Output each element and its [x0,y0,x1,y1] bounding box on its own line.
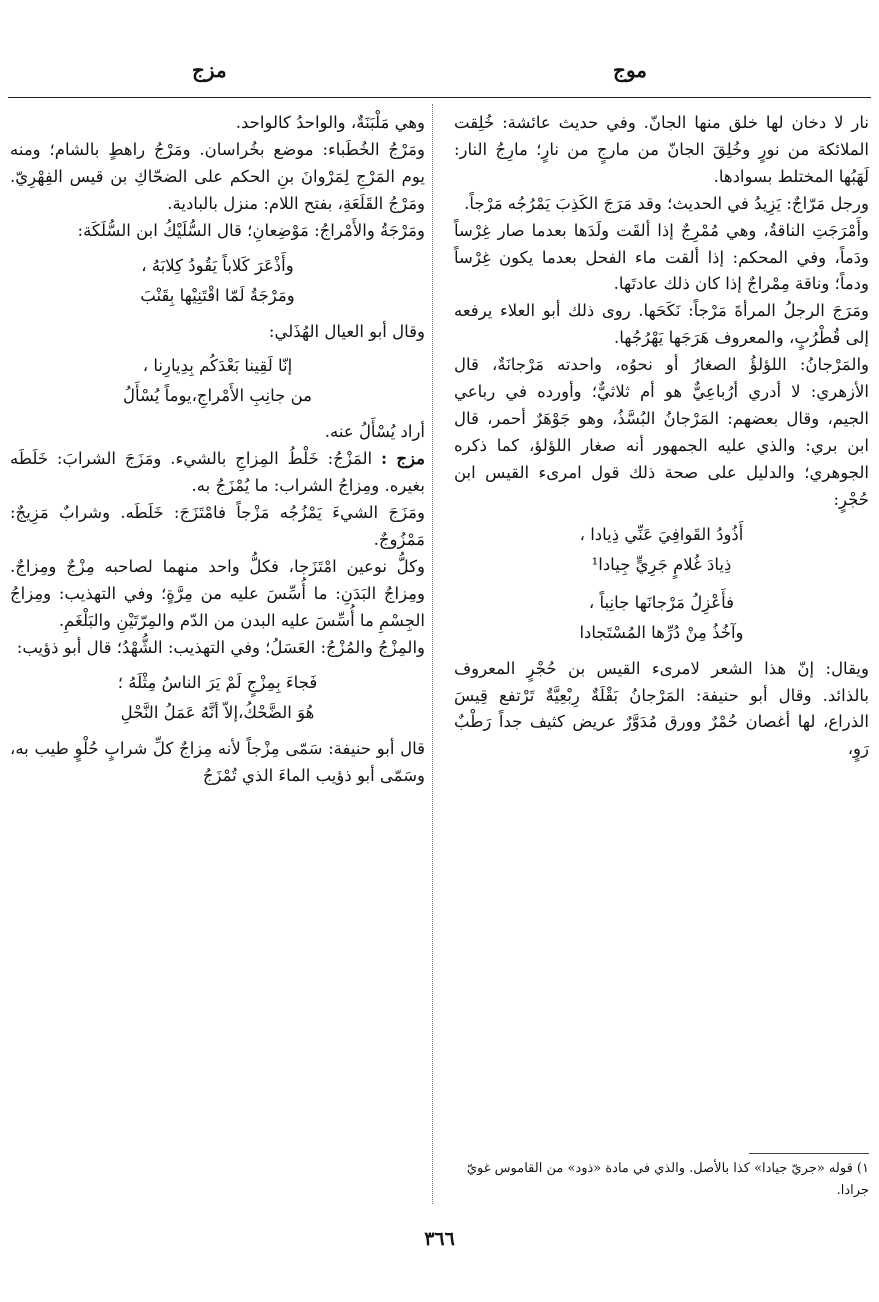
entry-text: المَزْجُ: خَلْطُ المِزاجِ بالشيء. ومَزَجَ الشرابَ: خَلَطَه بغيره. ومِزاجُ الشراب: ما يُمْزَجُ به. [10,449,425,496]
verse-block [10,668,425,728]
right-column [454,110,869,763]
verse-line: إنّا لَقِينا بَعْدَكُم بِدِيارِنا ، [142,356,293,376]
paragraph: ومَزَجَ الشيءَ يَمْزُجُه مَزْجاً فامْتَزَجَ: خَلَطَه. وشرابٌ مَزِيجٌ: مَمْزُوجٌ. [10,503,425,550]
running-head-right: موج [613,58,647,82]
verse-line: ذِيادَ غُلامٍ جَرِيٍّ جِيادا¹ [591,554,732,574]
paragraph: وأَمْرَجَتِ الناقةُ، وهي مُمْرِجٌ إذا ألقَت ولَدَها بعدما صار غِرْساً ودَماً، وفي المحكم: إذا ألقت ماء الفحل بعدما يكون غِرْساً ودماً؛ وناقة مِمْراجٌ إذا كان ذلك عادتَها. [454,220,869,294]
verse-block [10,251,425,311]
footnote-rule [749,1153,869,1154]
paragraph: نار لا دخان لها خلق منها الجانّ. وفي حديث عائشة: خُلِقت الملائكة من نورٍ وخُلِقَ الجانّ من مارجٍ من نارٍ؛ مارِجُ النار: لَهَبُها المختلط بسوادها. [454,113,869,186]
verse-line: وأَذْعَرَ كَلاباً يَقُودُ كِلابَهُ ، [141,255,294,275]
verse-line: من جانِبِ الأَمْراجِ،يوماً يُسْأَلُ [123,386,312,406]
entry-headword: مزج : [380,449,426,469]
footnote: ١) قوله «جريّ جيادا» كذا بالأصل. والذي في مادة «ذود» من القاموس غويّ جرادا. [466,1161,869,1198]
verse-block [10,351,425,411]
paragraph: وهي مَلْبَنَةٌ، والواحدُ كالواحد. [235,113,425,132]
column-separator [432,104,433,1204]
paragraph: أراد يُسْأَلُ عنه. [324,422,425,442]
paragraph: والمِزْجُ والمُزْجُ: العَسَلُ؛ وفي التهذيب: الشُّهْدُ؛ قال أبو ذؤيب: [16,637,425,657]
header-rule [8,97,871,98]
verse-line: وآخُذُ مِنْ دُرِّها المُسْتَجادا [579,622,744,642]
paragraph: ومَرْجُ الخُطَباء: موضع بخُراسان. ومَرْجُ راهطٍ بالشام؛ ومنه يوم المَرْجِ لِمَرْوانَ بنِ الحكم على الضحّاكِ بن قيس الفِهْرِيّ. ومَرْجُ القَلَعَةِ، بفتح اللام: منزل بالبادية. [10,139,425,213]
paragraph: ومَرَجَ الرجلُ المرأةَ مَرْجاً: نَكَحَها. روى ذلك أبو العلاء يرفعه إلى قُطْرُبٍ، والمعروف هَرَجَها يَهْرُجُها. [454,301,869,348]
verse-line: فَجاءَ بِمِزْجٍ لَمْ يَرَ الناسُ مِثْلَهُ ؛ [117,672,318,692]
verse-line: ومَرْجَةُ لَمّا اقْتَنِيْها بِقَنْبَ [140,285,295,305]
paragraph: وقال أبو العيال الهُذَلي: [268,321,425,341]
paragraph: ومَرْجَةُ والأَمْراجُ: مَوْضِعانِ؛ قال السُّلَيْكُ ابن السُّلَكَة: [77,220,425,240]
paragraph: ويقال: إنّ هذا الشعر لامرىء القيس بن حُجْرٍ المعروف بالذائد. وقال أبو حنيفة: المَرْجانُ بَقْلَةٌ رِبْعِيَّةٌ تَرْتفع قِيسَ الذراع، لها أغصان حُمْرٌ وورق مُدَوَّرٌ عريض كثيف جداً رَطْبٌ رَوٍ، [454,658,869,759]
paragraph: وكلُّ نوعين امْتَزَجا، فكلُّ واحد منهما لصاحبه مِزْجٌ ومِزاجٌ. ومِزاجُ البَدَنِ: ما أُسِّسَ عليه من مِرَّةٍ؛ وفي التهذيب: ومِزاجُ الجِسْمِ ما أُسِّسَ عليه البدن من الدّم والمِرّتَيْنِ والبَلْغَمِ. [10,556,425,630]
verse-line: فأَعْزِلُ مَرْجانَها جانِباً ، [588,592,735,612]
verse-block [454,520,869,580]
left-column [10,110,425,789]
verse-line: هُوَ الضَّحْكُ،إلاّ أنَّهُ عَمَلُ النَّحْلِ [120,702,315,722]
running-head-left: مزج [192,58,227,82]
page-number: ٣٦٦ [424,1228,455,1250]
verse-line: أَذُودُ القَوافِيَ عَنِّي ذِيادا ، [579,524,744,544]
paragraph: ورجل مَرّاجٌ: يَزِيدُ في الحديث؛ وقد مَرَجَ الكَذِبَ يَمْرُجُه مَرْجاً. [464,193,869,213]
entry-paragraph [10,446,425,500]
paragraph: والمَرْجانُ: اللؤلؤُ الصغارُ أو نحوُه، واحدته مَرْجانَةٌ، قال الأزهري: لا أدري أرُباعِيٌّ هو أم ثلاثيٌّ؛ وأورده في رباعي الجيم، وقال بعضهم: المَرْجانُ البُسَّذُ، وهو جَوْهَرٌ أحمر، قال ابن بري: والذي عليه الجمهور أنه صغار اللؤلؤ، كما ذكره الجوهري؛ والدليل على صحة ذلك قول امرىء القيس ابن حُجْرٍ: [454,355,869,509]
verse-block [454,588,869,648]
paragraph: قال أبو حنيفة: سَمّى مِزْجاً لأنه مِزاجٌ كلِّ شرابٍ حُلْوٍ طيب به، وسَمّى أبو ذؤيب الماءَ الذي تُمْزَجُ [10,738,425,785]
